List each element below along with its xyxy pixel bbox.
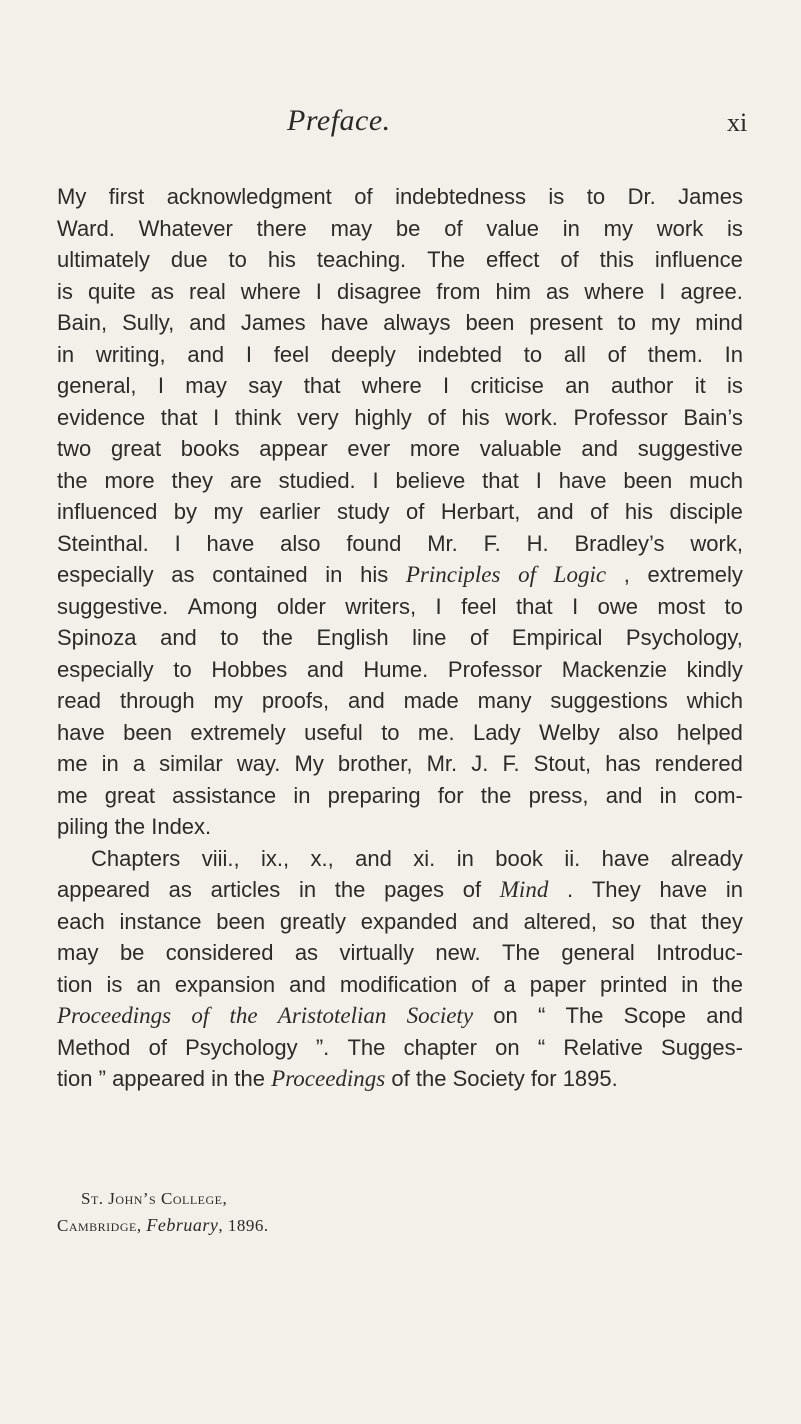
text-line: read through my proofs, and made many suggestions which bbox=[57, 688, 743, 713]
text-line: me great assistance in preparing for the press, and in com- bbox=[57, 782, 743, 808]
signoff-city: Cambridge, bbox=[57, 1216, 142, 1235]
signoff-place: St. John’s College, bbox=[81, 1189, 228, 1208]
preface-body bbox=[57, 181, 743, 1095]
text-line: suggestive. Among older writers, I feel that I owe most to bbox=[57, 593, 743, 619]
text-line: tion is an expansion and modification of a paper printed in the bbox=[57, 971, 743, 997]
page-number: xi bbox=[727, 108, 748, 137]
text-line: the more they are studied. I believe that I have been much bbox=[57, 467, 743, 493]
text-line: My first acknowledgment of indebtedness is to Dr. James bbox=[57, 184, 743, 209]
signoff bbox=[57, 1186, 269, 1239]
text-line: influenced by my earlier study of Herbart, and of his disciple bbox=[57, 499, 743, 524]
running-head-title: Preface. bbox=[287, 104, 391, 137]
text-line: each instance been greatly expanded and altered, so that they bbox=[57, 908, 743, 934]
text-line: especially as contained in his Principles of Logic , extremely bbox=[57, 562, 743, 587]
running-head bbox=[0, 104, 801, 144]
signoff-month: February bbox=[146, 1215, 219, 1235]
text-line: Bain, Sully, and James have always been present to my mind bbox=[57, 310, 743, 335]
text-line: may be considered as virtually new. The general Introduc- bbox=[57, 940, 743, 965]
text-line: appeared as articles in the pages of Mind . They have in bbox=[57, 877, 743, 902]
text-line: two great books appear ever more valuable and suggestive bbox=[57, 436, 743, 461]
text-line: have been extremely useful to me. Lady Welby also helped bbox=[57, 719, 743, 745]
text-line: is quite as real where I disagree from him as where I agree. bbox=[57, 278, 743, 304]
signoff-date: Cambridge, February, 1896. bbox=[57, 1215, 269, 1235]
text-line: evidence that I think very highly of his work. Professor Bain’s bbox=[57, 404, 743, 430]
text-line: me in a similar way. My brother, Mr. J. F. Stout, has rendered bbox=[57, 751, 743, 776]
text-line: Spinoza and to the English line of Empirical Psychology, bbox=[57, 625, 743, 650]
signoff-year: 1896. bbox=[227, 1216, 269, 1235]
text-line: general, I may say that where I criticise an author it is bbox=[57, 373, 743, 398]
text-line: Proceedings of the Aristotelian Society on “ The Scope and bbox=[57, 1003, 743, 1028]
text-line: especially to Hobbes and Hume. Professor Mackenzie kindly bbox=[57, 656, 743, 682]
text-line: in writing, and I feel deeply indebted to all of them. In bbox=[57, 341, 743, 367]
text-line: ultimately due to his teaching. The effect of this influence bbox=[57, 247, 743, 272]
text-line: Chapters viii., ix., x., and xi. in book ii. have already bbox=[91, 845, 743, 871]
text-line: Steinthal. I have also found Mr. F. H. Bradley’s work, bbox=[57, 530, 743, 556]
text-line: tion ” appeared in the Proceedings of the Society for 1895. bbox=[57, 1066, 618, 1091]
text-line: piling the Index. bbox=[57, 814, 212, 839]
text-line: Method of Psychology ”. The chapter on “ Relative Sugges- bbox=[57, 1034, 743, 1060]
text-line: Ward. Whatever there may be of value in my work is bbox=[57, 215, 743, 241]
